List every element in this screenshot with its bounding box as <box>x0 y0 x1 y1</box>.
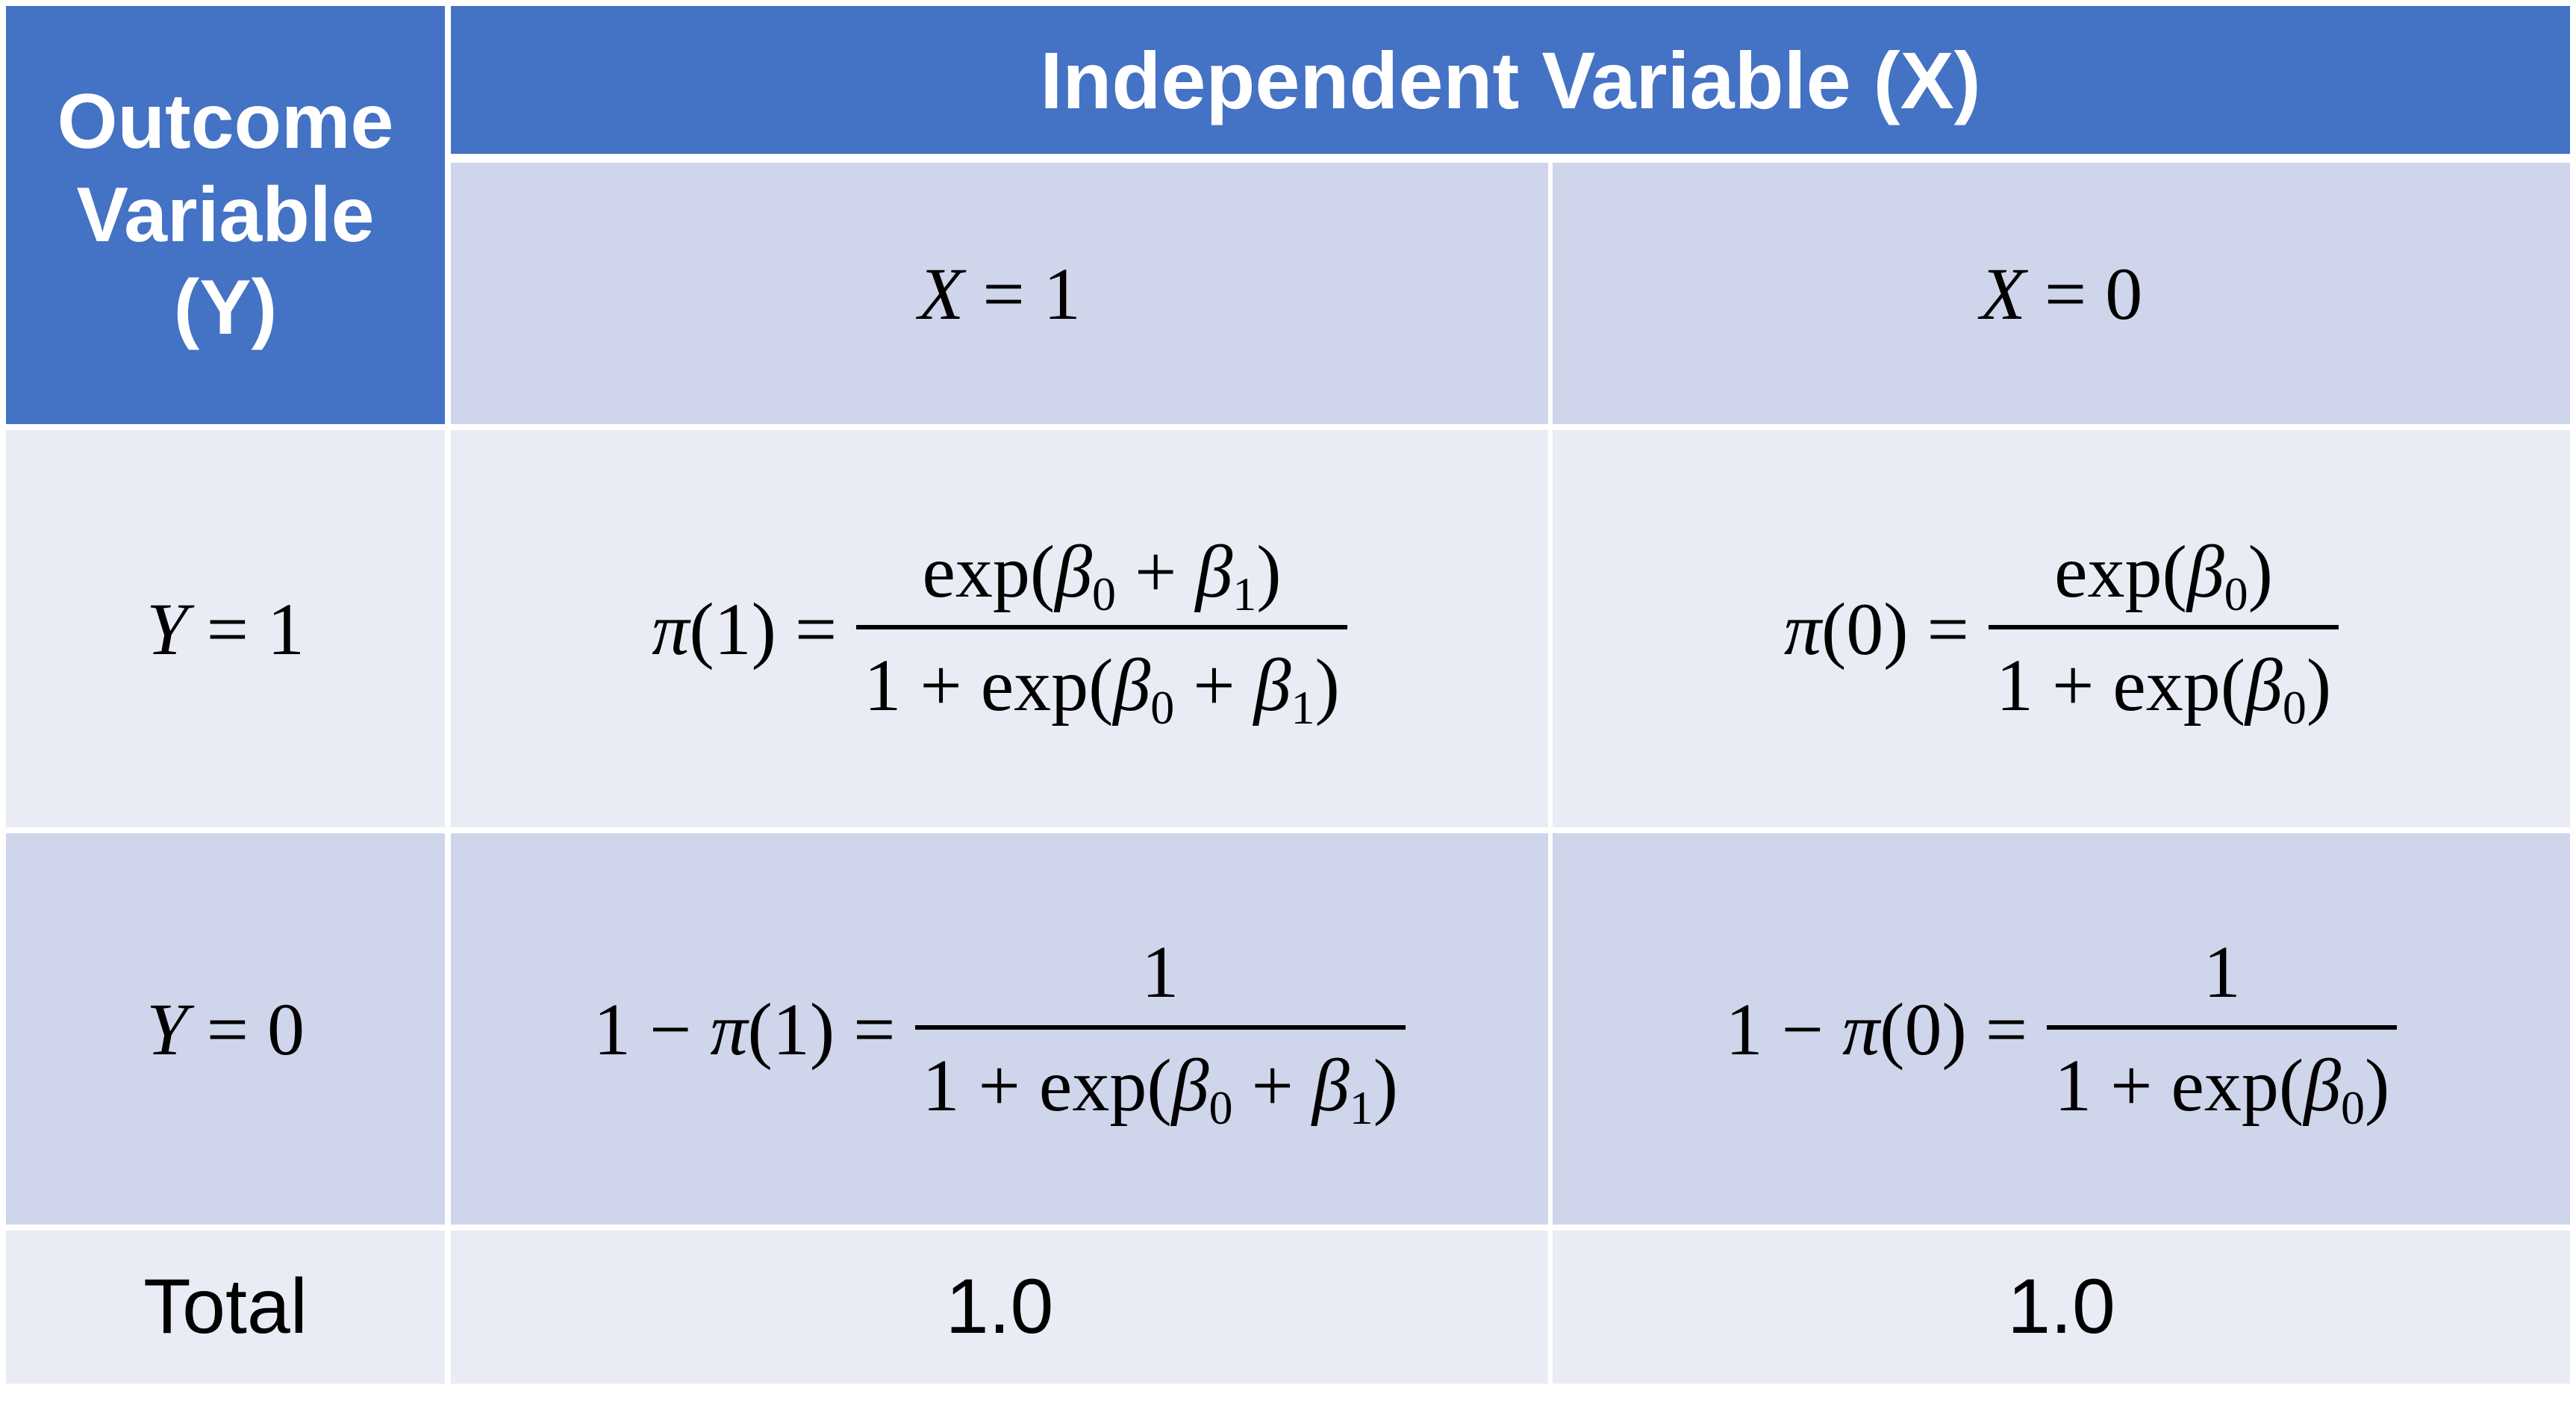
fraction-bar <box>915 1025 1406 1030</box>
equation-lhs: 1 − π(1) = <box>593 987 896 1071</box>
cell-y0-x0 <box>1553 833 2570 1225</box>
fraction-denominator: $1 + \exp(\beta_0 + \beta_1)$ <box>864 644 1340 734</box>
cell-y0-x1 <box>451 833 1548 1225</box>
independent-header-label: Independent Variable (X) <box>1040 34 1981 125</box>
outcome-variable-header <box>6 6 445 424</box>
row-label-y0 <box>6 833 445 1225</box>
cell-y1-x0 <box>1553 430 2570 827</box>
x0-label: X = 0 <box>1980 252 2143 335</box>
fraction <box>2047 924 2397 1134</box>
fraction-denominator: $1 + \exp(\beta_0 + \beta_1)$ <box>922 1044 1398 1134</box>
fraction-numerator: $\exp(\beta_0)$ <box>2054 530 2273 620</box>
independent-variable-header <box>451 6 2570 154</box>
x1-label: X = 1 <box>918 252 1081 335</box>
fraction <box>915 924 1406 1134</box>
total-label: Total <box>143 1263 308 1350</box>
fraction-bar <box>856 625 1347 629</box>
fraction-numerator: 1 <box>2203 930 2241 1013</box>
row-label-total <box>6 1231 445 1384</box>
fraction-numerator: 1 <box>1141 930 1179 1013</box>
column-header-x1 <box>451 163 1548 424</box>
y1-label: Y = 1 <box>146 587 305 671</box>
cell-y1-x1 <box>451 430 1548 827</box>
equation-lhs: 1 − π(0) = <box>1725 987 2028 1071</box>
fraction <box>856 523 1347 734</box>
fraction-denominator: $1 + \exp(\beta_0)$ <box>2054 1044 2390 1134</box>
fraction-bar <box>2047 1025 2397 1030</box>
fraction-denominator: $1 + \exp(\beta_0)$ <box>1995 644 2332 734</box>
total-x1 <box>451 1231 1548 1384</box>
total-x0-value: 1.0 <box>2007 1263 2115 1350</box>
equation-one-minus-pi1 <box>593 924 1406 1134</box>
outcome-header-line2: Variable <box>76 171 375 258</box>
fraction-bar <box>1989 625 2339 629</box>
equation-pi1 <box>652 523 1347 734</box>
fraction <box>1989 523 2339 734</box>
outcome-header-line1: Outcome <box>57 78 394 165</box>
y0-label: Y = 0 <box>146 987 305 1071</box>
total-x1-value: 1.0 <box>945 1263 1054 1350</box>
total-x0 <box>1553 1231 2570 1384</box>
row-label-y1 <box>6 430 445 827</box>
equation-pi0 <box>1784 523 2339 734</box>
equation-lhs: π(1) = <box>652 587 838 671</box>
fraction-numerator: $\exp(\beta_0 + \beta_1)$ <box>922 530 1282 620</box>
equation-lhs: π(0) = <box>1783 587 1969 671</box>
outcome-header-line3: (Y) <box>173 264 278 352</box>
column-header-x0 <box>1553 163 2570 424</box>
equation-one-minus-pi0 <box>1726 924 2398 1134</box>
